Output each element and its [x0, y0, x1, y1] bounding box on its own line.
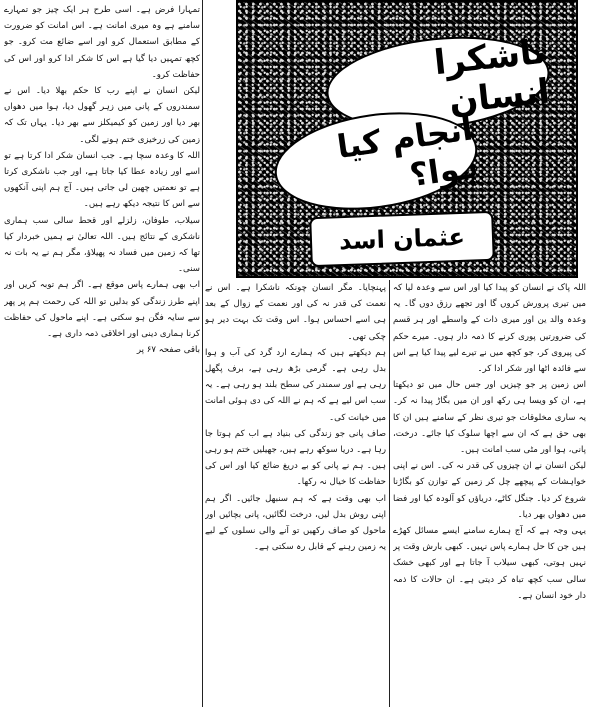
title-line-2: انجام کیا ہوا؟: [268, 100, 483, 221]
text-column-middle: [205, 280, 386, 704]
author-name: عثمان اسد: [309, 211, 495, 267]
paragraph: تمہارا فرض ہے۔ اسی طرح ہر ایک چیز جو تمہارے سامنے ہے وہ میری امانت ہے۔ اس امانت کو ضرورت کے مطابق استعمال کرو اور اسے ضائع مت کرو۔ جو کچھ تمہیں دیا گیا ہے اس کا شکر ادا کرو اور اس کی حفاظت کرو۔: [4, 5, 200, 80]
paragraph: اب بھی ہمارے پاس موقع ہے۔ اگر ہم توبہ کریں اور اپنے طرز زندگی کو بدلیں تو اللہ کی رحمت ہم پر پھر سے سایہ فگن ہو سکتی ہے۔ اپنے ماحول کی حفاظت کرنا ہماری دینی اور اخلاقی ذمہ داری ہے۔: [4, 280, 200, 340]
text-column-left: [4, 2, 200, 704]
paragraph: لیکن انسان نے اپنے رب کا حکم بھلا دیا۔ اس نے سمندروں کے پانی میں زہر گھول دیا، ہوا میں دھواں بھر دیا اور زمین کو کیمیکلز سے بھر دیا۔ یہاں تک کہ زمین کی زرخیزی ختم ہونے لگی۔: [4, 86, 200, 145]
title-line-1: ناشکرا انسان: [322, 27, 554, 140]
paragraph: پہنچایا۔ مگر انسان چونکہ ناشکرا ہے۔ اس نے نعمت کی قدر نہ کی اور نعمت کے زوال کے بعد ہی اسے احساس ہوا۔ اس وقت تک بہت دیر ہو چکی تھی۔: [205, 283, 386, 342]
paragraph: یہی وجہ ہے کہ آج ہمارے سامنے ایسے مسائل کھڑے ہیں جن کا حل ہمارے پاس نہیں۔ کبھی بارش وقت پر نہیں ہوتی، کبھی سیلاب آ جاتا ہے اور کبھی خشک سالی سب کچھ تباہ کر دیتی ہے۔ ان حالات کا ذمہ دار خود انسان ہے۔: [393, 526, 586, 601]
continued-note: باقی صفحہ ۶۷ پر: [136, 345, 200, 356]
paragraph: ہم دیکھتے ہیں کہ ہمارے ارد گرد کی آب و ہوا بدل رہی ہے۔ گرمی بڑھ رہی ہے، برف پگھل رہی ہے اور سمندر کی سطح بلند ہو رہی ہے۔ یہ سب اس لیے ہے کہ ہم نے اللہ کی دی ہوئی امانت میں خیانت کی۔: [205, 347, 386, 423]
paragraph: اب بھی وقت ہے کہ ہم سنبھل جائیں۔ اگر ہم اپنی روش بدل لیں، درخت لگائیں، پانی بچائیں اور ماحول کو صاف رکھیں تو آنے والی نسلوں کے لیے یہ زمین رہنے کے قابل رہ سکتی ہے۔: [205, 493, 386, 553]
paragraph: اللہ پاک نے انسان کو پیدا کیا اور اس سے وعدہ لیا کہ میں تیری پرورش کروں گا اور تجھے رزق دوں گا۔ یہ وعدہ والد ین اور میری ذات کے واسطے اور ہر قسم کی ضرورتیں پوری کرنے کا ذمہ دار ہوں۔ میرے حکم کی پیروی کر، جو کچھ میں نے تیرے لیے پیدا کیا ہے اس سے فائدہ اٹھا اور شکر ادا کر۔: [393, 283, 586, 375]
paragraph: سیلاب، طوفان، زلزلے اور قحط سالی سب ہماری ناشکری کے نتائج ہیں۔ اللہ تعالیٰ نے ہمیں خبردار کیا تھا کہ زمین میں فساد نہ پھیلاؤ، مگر ہم نے یہ بات نہ سنی۔: [4, 215, 200, 275]
column-divider: [389, 280, 390, 707]
paragraph: اللہ کا وعدہ سچا ہے۔ جب انسان شکر ادا کرتا ہے تو اسے اور زیادہ عطا کیا جاتا ہے، اور جب ناشکری کرتا ہے تو نعمتیں چھین لی جاتی ہیں۔ آج ہم اپنی آنکھوں سے اس کا نتیجہ دیکھ رہے ہیں۔: [4, 150, 200, 210]
paragraph: اس زمین پر جو چیزیں اور جس حال میں تو دیکھتا ہے، ان کو ویسا ہی رکھ اور ان میں بگاڑ پیدا نہ کر۔ یہ ساری مخلوقات جو تیری نظر کے سامنے ہیں ان کا بھی حق ہے کہ ان سے اچھا سلوک کیا جائے۔ درخت، پانی، ہوا اور مٹی سب امانت ہیں۔: [393, 380, 586, 456]
paragraph: لیکن انسان نے ان چیزوں کی قدر نہ کی۔ اس نے اپنی خواہشات کے پیچھے چل کر زمین کے توازن کو بگاڑنا شروع کر دیا۔ جنگل کاٹے، دریاؤں کو آلودہ کیا اور فضا میں دھواں بھر دیا۔: [393, 461, 586, 520]
column-divider: [202, 0, 203, 707]
text-column-right: [393, 280, 586, 704]
paragraph: صاف پانی جو زندگی کی بنیاد ہے اب کم ہوتا جا رہا ہے۔ دریا سوکھ رہے ہیں، جھیلیں ختم ہو رہی ہیں۔ ہم نے پانی کو بے دریغ ضائع کیا اور اس کی حفاظت کا خیال نہ رکھا۔: [205, 428, 386, 488]
title-artwork: [236, 0, 578, 278]
